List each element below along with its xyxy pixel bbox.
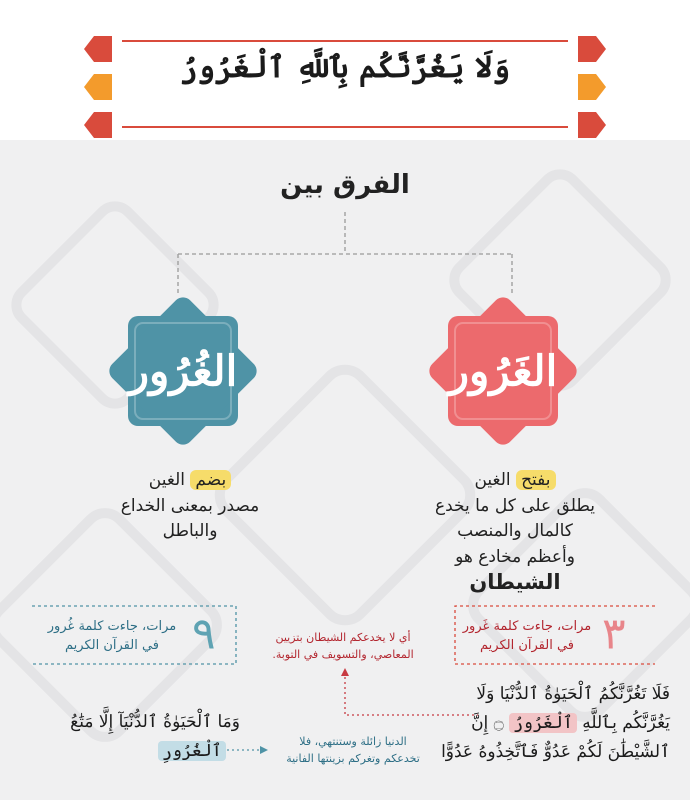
left-note-line-1: الدنيا زائلة وستنتهي، فلا xyxy=(299,735,407,748)
badge-red-word: الغَرُور xyxy=(448,346,558,396)
right-count-number: ٣ xyxy=(602,608,626,660)
right-ayah-highlight: ٱلْغَرُورُ xyxy=(509,713,577,733)
right-count-text xyxy=(452,618,602,656)
left-count-line-1: مرات، جاءت كلمة غُرور xyxy=(47,619,177,634)
left-ayah-line-1: وَمَا ٱلْحَيَوٰةُ ٱلدُّنْيَآ إِلَّا مَتَٰعُ xyxy=(70,712,240,732)
right-vowel-line xyxy=(400,468,630,494)
badge-gharur-fatha xyxy=(428,296,578,446)
left-desc-line-2: والباطل xyxy=(162,521,218,541)
badge-ghurur-damma xyxy=(108,296,258,446)
left-note-line-2: تخدعكم وتغركم بزينتها الفانية xyxy=(286,751,420,765)
right-desc-line-3: وأعظم مخادع هو xyxy=(455,546,575,567)
right-vowel-rest: الغين xyxy=(474,470,517,490)
left-note xyxy=(268,734,438,767)
right-count-line-2: في القرآن الكريم xyxy=(480,637,574,653)
difference-title: الفرق بين xyxy=(280,170,410,200)
right-vowel-label: بفتح xyxy=(516,470,555,490)
right-desc-line-1: يطلق على كل ما يخدع xyxy=(434,495,596,516)
right-note xyxy=(248,630,438,663)
right-ayah-line-3: ٱلشَّيْطَٰنَ لَكُمْ عَدُوٌّ فَٱتَّخِذُوهُ عَدُوًّا xyxy=(441,741,670,762)
left-ayah-highlight: ٱلْغُرُورِ xyxy=(158,741,226,761)
right-ayah-line-2-end: ۝ إِنَّ xyxy=(471,712,504,733)
left-count-text xyxy=(36,618,188,656)
left-count-number: ٩ xyxy=(192,608,216,660)
left-vowel-rest: الغين xyxy=(148,470,191,490)
left-vowel-label: بضم xyxy=(190,470,231,490)
left-description xyxy=(80,468,300,545)
satan-label: الشيطان xyxy=(469,570,561,594)
right-note-line-2: المعاصي، والتسويف في التوبة. xyxy=(272,647,414,661)
badge-teal-word: الغُرُور xyxy=(128,346,238,396)
right-description xyxy=(400,468,630,570)
right-note-line-1: أي لا يخدعكم الشيطان بتزيين xyxy=(275,631,411,644)
header-verse: وَلَا يَغُرَّنَّكُم بِٱللَّهِ ٱلْغَرُورُ xyxy=(179,50,511,85)
left-ayah xyxy=(40,708,240,766)
right-count-line-1: مرات، جاءت كلمة غَرور xyxy=(462,619,592,634)
left-count-line-2: في القرآن الكريم xyxy=(65,637,159,653)
right-ayah-line-2-start: يَغُرَّنَّكُم بِٱللَّهِ xyxy=(582,712,670,733)
right-desc-line-2: كالمال والمنصب xyxy=(457,521,573,541)
right-ayah-line-1: فَلَا تَغُرَّنَّكُمُ ٱلْحَيَوٰةُ ٱلدُّنْيَا وَلَا xyxy=(476,684,670,704)
left-ayah-line-2 xyxy=(40,737,240,766)
left-vowel-line xyxy=(80,468,300,494)
left-desc-line-1: مصدر بمعنى الخداع xyxy=(120,495,260,516)
